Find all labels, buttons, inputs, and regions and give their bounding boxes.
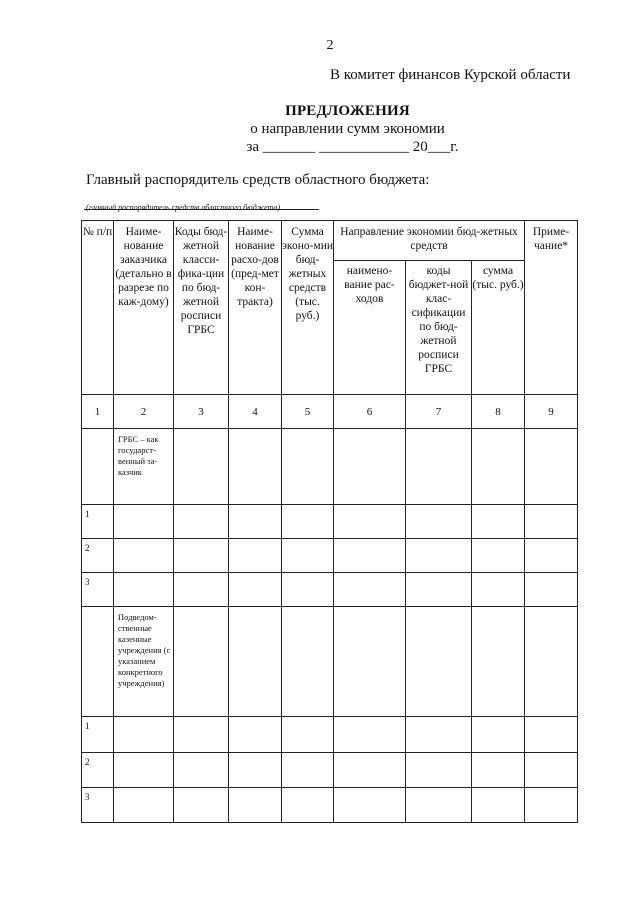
section-label-grbs: ГРБС – как государст-венный за-казчик xyxy=(114,429,174,505)
table-row xyxy=(82,573,578,607)
manager-label: Главный распорядитель средств областного бюджета: xyxy=(86,172,430,188)
table-row xyxy=(82,539,578,573)
header-direction-codes: коды бюджет-ной клас-сификации по бюд-жетной росписи ГРБС xyxy=(406,261,472,395)
header-note: Приме-чание* xyxy=(525,221,578,395)
row-index: 2 xyxy=(82,753,114,788)
header-savings-sum: Сумма эконо-мии бюд-жетных средств (тыс. руб.) xyxy=(282,221,334,395)
header-direction-sum: сумма (тыс. руб.) xyxy=(472,261,525,395)
row-index: 2 xyxy=(82,539,114,573)
section-row-grbs xyxy=(82,429,578,505)
header-customer: Наиме-нование заказчика (детально в разрезе по каж-дому) xyxy=(114,221,174,395)
column-number: 7 xyxy=(406,395,472,429)
section-label-subordinate: Подведом-ственные казенные учреждения (с указанием конкретного учреждения) xyxy=(114,607,174,717)
row-index: 3 xyxy=(82,573,114,607)
row-index: 3 xyxy=(82,788,114,823)
table-row xyxy=(82,753,578,788)
document-subtitle: о направлении сумм экономии xyxy=(250,121,445,137)
table-row xyxy=(82,788,578,823)
addressee: В комитет финансов Курской области xyxy=(330,67,571,83)
header-number: № п/п xyxy=(82,221,114,395)
column-number: 1 xyxy=(82,395,114,429)
column-number: 2 xyxy=(114,395,174,429)
header-expense-name: Наиме-нование расхо-дов (пред-мет кон-тракта) xyxy=(229,221,282,395)
column-number: 4 xyxy=(229,395,282,429)
column-number: 8 xyxy=(472,395,525,429)
manager-caption: (главный распорядитель средств областного бюджета) xyxy=(86,203,281,212)
header-direction-expense-name: наимено-вание рас-ходов xyxy=(334,261,406,395)
header-budget-codes: Коды бюд-жетной класси-фика-ции по бюд-жетной росписи ГРБС xyxy=(174,221,229,395)
proposals-table xyxy=(81,220,578,823)
column-number: 9 xyxy=(525,395,578,429)
section-row-subordinate xyxy=(82,607,578,717)
row-index: 1 xyxy=(82,505,114,539)
table-row xyxy=(82,717,578,753)
row-index: 1 xyxy=(82,717,114,753)
header-savings-direction: Направление экономии бюд-жетных средств xyxy=(334,221,525,261)
column-number: 5 xyxy=(282,395,334,429)
page-number: 2 xyxy=(326,38,334,53)
column-number: 6 xyxy=(334,395,406,429)
period-line: за _______ ____________ 20___г. xyxy=(246,139,459,155)
column-number: 3 xyxy=(174,395,229,429)
table-row xyxy=(82,505,578,539)
document-title: ПРЕДЛОЖЕНИЯ xyxy=(285,103,410,119)
